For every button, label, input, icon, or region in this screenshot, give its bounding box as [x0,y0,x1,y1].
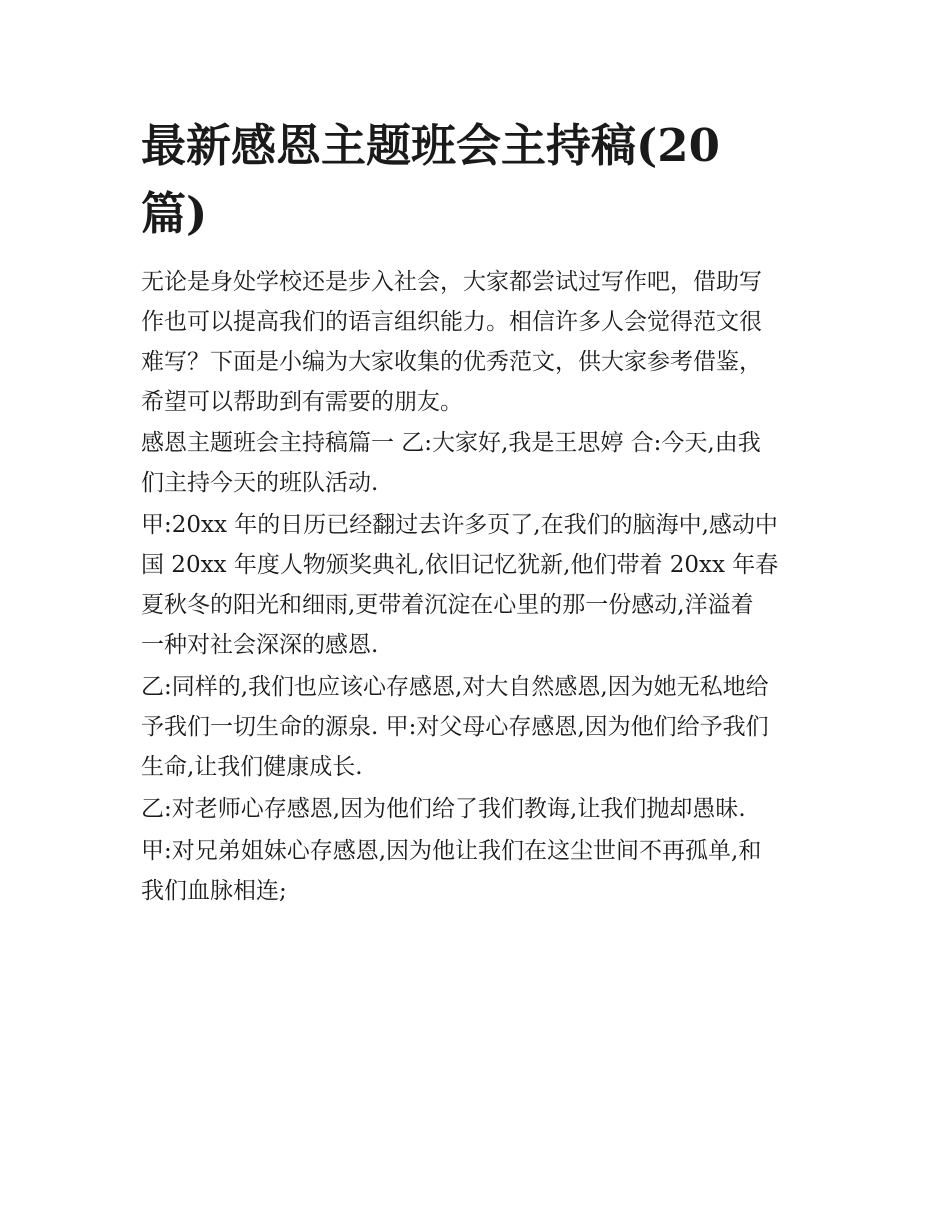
text-line: 乙:对老师心存感恩,因为他们给了我们教诲,让我们抛却愚昧. [141,796,746,822]
text-line: 感恩主题班会主持稿篇一 乙:大家好,我是王思婷 合:今天,由我 [141,430,761,456]
body-paragraph [141,423,813,503]
text-line: 予我们一切生命的源泉. 甲:对父母心存感恩,因为他们给予我们 [141,714,769,740]
text-line: 甲:20xx 年的日历已经翻过去许多页了,在我们的脑海中,感动中 [141,512,778,538]
text-line: 生命,让我们健康成长. [141,754,363,780]
text-line: 我们血脉相连; [141,878,287,904]
body-paragraph [141,789,813,829]
body-paragraph [141,505,813,665]
body-paragraph [141,667,813,787]
text-line: 夏秋冬的阳光和细雨,更带着沉淀在心里的那一份感动,洋溢着 [141,592,754,618]
title-line: 最新感恩主题班会主持稿(20 [141,119,720,172]
document-page [141,112,813,913]
title-line: 篇) [141,187,208,240]
text-line: 无论是身处学校还是步入社会，大家都尝试过写作吧，借助写 [141,269,762,295]
text-line: 国 20xx 年度人物颁奖典礼,依旧记忆犹新,他们带着 20xx 年春 [141,552,779,578]
document-title [141,112,813,248]
text-line: 难写？下面是小编为大家收集的优秀范文，供大家参考借鉴， [141,349,762,375]
text-line: 们主持今天的班队活动. [141,470,379,496]
intro-paragraph [141,262,813,422]
body-paragraph [141,831,813,911]
text-line: 乙:同样的,我们也应该心存感恩,对大自然感恩,因为她无私地给 [141,674,769,700]
text-line: 甲:对兄弟姐妹心存感恩,因为他让我们在这尘世间不再孤单,和 [141,838,762,864]
text-line: 一种对社会深深的感恩. [141,632,379,658]
text-line: 希望可以帮助到有需要的朋友。 [141,389,463,415]
text-line: 作也可以提高我们的语言组织能力。相信许多人会觉得范文很 [141,309,762,335]
